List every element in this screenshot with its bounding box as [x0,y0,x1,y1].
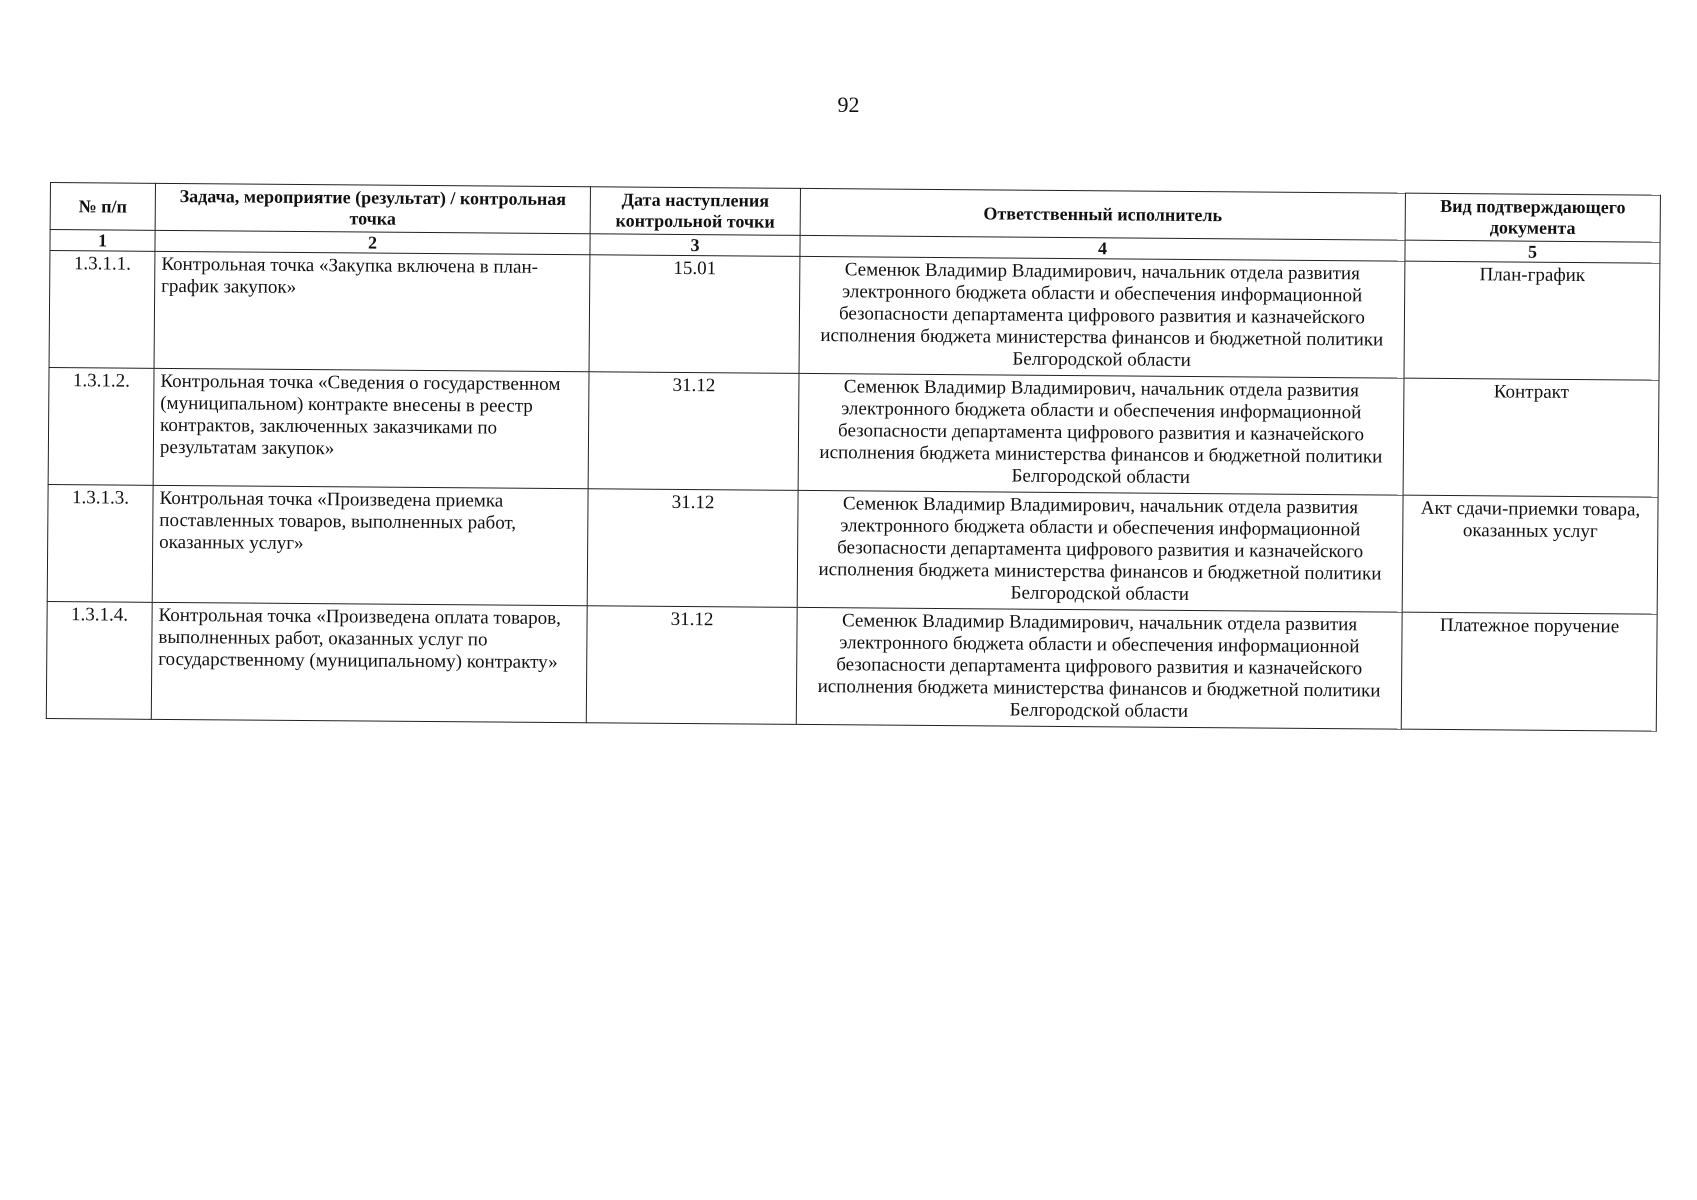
row-executor: Семенюк Владимир Владимирович, начальник отдела развития электронного бюджета области и обеспечения информационной безопасности департамента цифрового развития и казначейского исполнения бюджета министерства финансов и бюджетной политики Белгородской области [796,607,1402,729]
row-date: 31.12 [588,372,799,491]
table-row [46,601,1657,731]
table-row [49,251,1660,381]
row-date: 31.12 [586,606,797,725]
row-number: 1.3.1.4. [46,601,152,719]
column-number: 1 [50,230,155,252]
control-points-table [46,182,1661,732]
column-number: 2 [155,230,590,254]
row-task: Контрольная точка «Произведена оплата товаров, выполненных работ, оказанных услуг по государственному (муниципальному) контракту» [151,602,587,722]
header-executor: Ответственный исполнитель [800,188,1405,240]
header-num: № п/п [50,183,155,231]
row-date: 15.01 [589,255,800,374]
row-document: Акт сдачи-приемки товара, оказанных услуг [1402,495,1658,614]
row-executor: Семенюк Владимир Владимирович, начальник отдела развития электронного бюджета области и обеспечения информационной безопасности департамента цифрового развития и казначейского исполнения бюджета министерства финансов и бюджетной политики Белгородской области [797,490,1403,612]
column-number: 3 [590,234,800,257]
row-task: Контрольная точка «Сведения о государственном (муниципальном) контракте внесены в реестр контрактов, заключенных заказчиками по результатам закупок» [153,368,589,488]
column-number: 4 [800,235,1405,261]
column-number: 5 [1405,240,1660,263]
page-number: 92 [837,92,860,117]
row-number: 1.3.1.1. [49,251,155,369]
header-task: Задача, мероприятие (результат) / контрольная точка [155,183,590,233]
header-document: Вид подтверждающего документа [1405,193,1660,242]
row-date: 31.12 [587,489,798,608]
row-task: Контрольная точка «Произведена приемка поставленных товаров, выполненных работ, оказанных услуг» [152,485,588,605]
row-number: 1.3.1.3. [47,484,153,602]
table-row [48,367,1659,497]
header-date: Дата наступления контрольной точки [590,187,800,236]
row-number: 1.3.1.2. [48,367,154,485]
table-row [47,484,1658,614]
row-executor: Семенюк Владимир Владимирович, начальник отдела развития электронного бюджета области и обеспечения информационной безопасности департамента цифрового развития и казначейского исполнения бюджета министерства финансов и бюджетной политики Белгородской области [799,256,1405,378]
row-document: Контракт [1403,378,1659,497]
row-document: Платежное поручение [1401,612,1657,731]
row-executor: Семенюк Владимир Владимирович, начальник отдела развития электронного бюджета области и обеспечения информационной безопасности департамента цифрового развития и казначейского исполнения бюджета министерства финансов и бюджетной политики Белгородской области [798,373,1404,495]
row-document: План-график [1404,261,1660,380]
row-task: Контрольная точка «Закупка включена в план-график закупок» [154,251,590,371]
